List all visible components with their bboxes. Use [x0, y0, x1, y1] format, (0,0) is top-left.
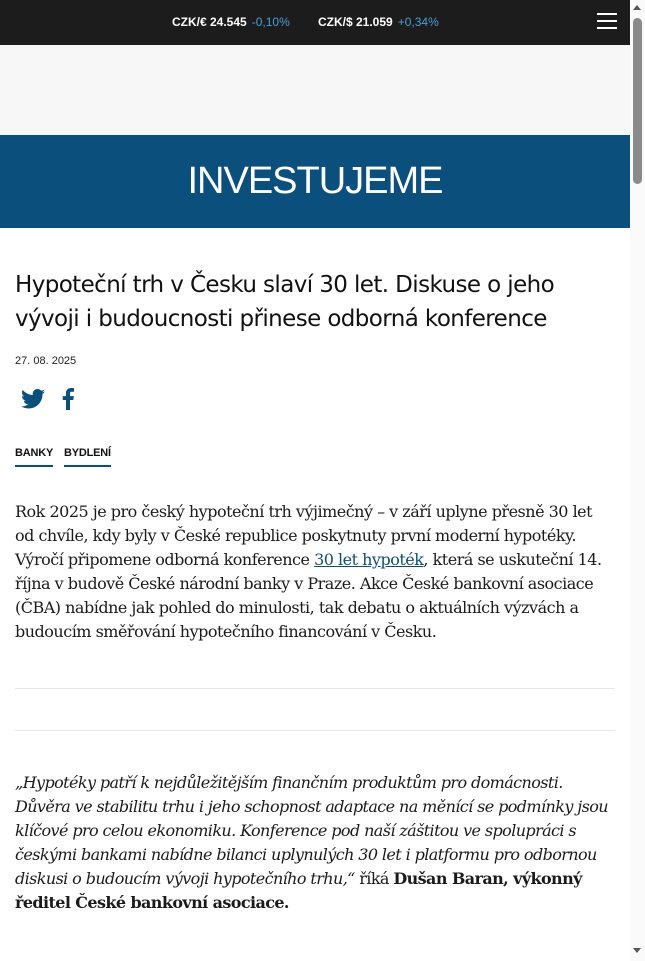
rate-usd [318, 15, 439, 29]
article-quote [15, 771, 620, 915]
top-bar [0, 0, 630, 45]
divider [15, 730, 615, 731]
quote-verb: říká [354, 869, 394, 888]
article-title: Hypoteční trh v Česku slaví 30 let. Diskuse o jeho vývoji i budoucnosti přinese odborná konference [15, 272, 555, 332]
scroll-down-icon[interactable] [633, 948, 641, 953]
hamburger-icon[interactable] [597, 13, 617, 31]
twitter-icon[interactable] [21, 388, 45, 410]
article-lead [15, 500, 615, 644]
scrollbar-thumb[interactable] [633, 18, 642, 184]
divider [15, 688, 615, 689]
rate-usd-label: CZK/$ 21.059 [318, 15, 393, 29]
article-date: 27. 08. 2025 [15, 355, 77, 367]
rate-eur-change: -0,10% [251, 15, 290, 29]
lead-text-1: Rok 2025 je pro český hypoteční trh výjimečný – v září uplyne přesně 30 let od chvíle, kdy byly v České republice poskytnuty první moderní hypotéky. Výročí připomene odborná konference [15, 502, 593, 569]
rate-eur [172, 15, 290, 29]
conference-link[interactable]: 30 let hypoték [314, 550, 424, 569]
scroll-up-icon[interactable] [633, 5, 641, 10]
quote-text: „Hypotéky patří k nejdůležitějším finančním produktům pro domácnosti. Důvěra ve stabilitu trhu i jeho schopnost adaptace na měnící se podmínky jsou klíčové pro celou ekonomiku. Konference pod naší záštitou ve spolupráci s českými bankami nabídne bilanci uplynulých 30 let i platformu pro odbornou diskusi o budoucím vývoji hypotečního trhu,“ [15, 773, 608, 888]
facebook-icon[interactable] [61, 388, 85, 410]
site-logo[interactable]: INVESTUJEME [187, 160, 443, 202]
rate-eur-label: CZK/€ 24.545 [172, 15, 247, 29]
ad-space [0, 45, 630, 135]
tag-banky[interactable]: BANKY [15, 447, 53, 467]
lead-text-2: , která se uskuteční 14. října v budově České národní banky v Praze. Akce České bankovní asociace (ČBA) nabídne jak pohled do minulosti, tak debatu o aktuálních výzvách a budoucím směřování hypotečního financování v Česku. [15, 550, 602, 641]
quote-author: Dušan Baran, výkonný ředitel České bankovní asociace. [15, 869, 582, 912]
tag-bydleni[interactable]: BYDLENÍ [64, 447, 111, 467]
rate-usd-change: +0,34% [397, 15, 439, 29]
